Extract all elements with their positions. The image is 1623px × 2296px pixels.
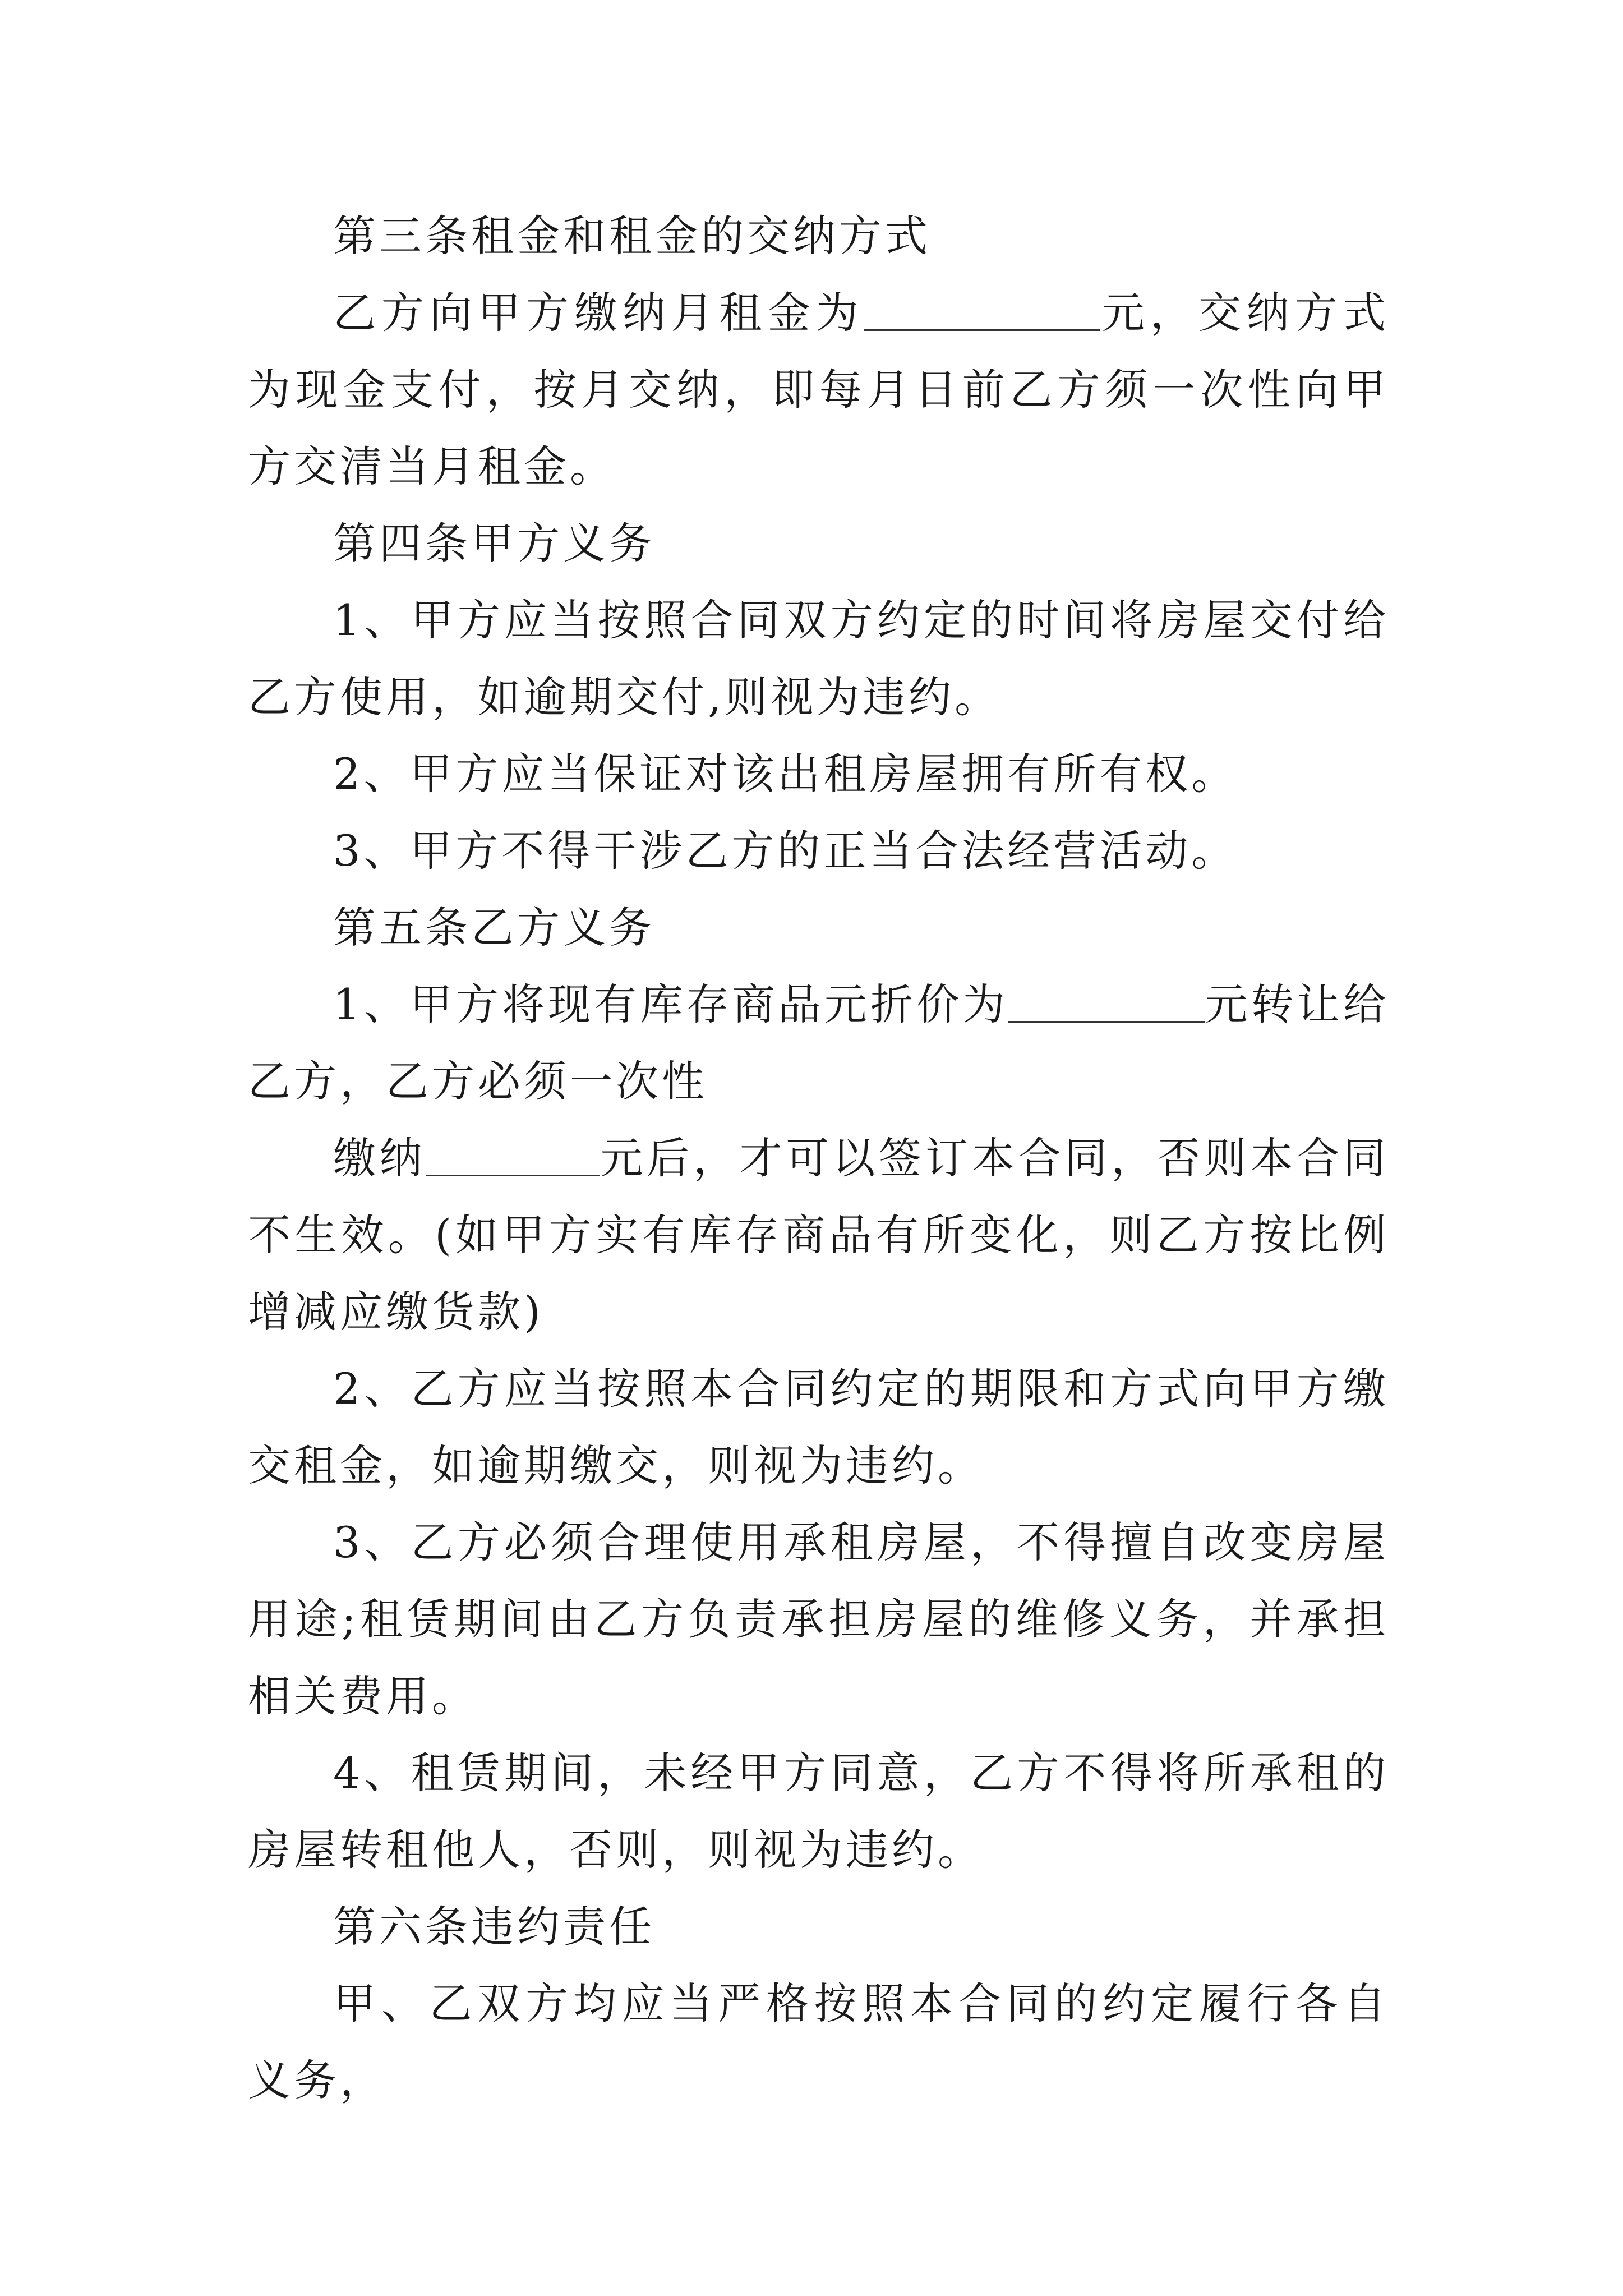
article-3-heading [248, 197, 1389, 274]
article-5-item-2 [248, 1350, 1389, 1504]
article-4-item-2 [248, 735, 1389, 812]
article-3-heading-text: 第三条租金和租金的交纳方式 [333, 211, 931, 261]
article-4-heading-text: 第四条甲方义务 [333, 518, 655, 568]
article-4-item-1-text: 1、甲方应当按照合同双方约定的时间将房屋交付给乙方使用，如逾期交付,则视为违约。 [248, 595, 1389, 722]
article-4-item-3 [248, 812, 1389, 889]
article-4-item-2-text: 2、甲方应当保证对该出租房屋拥有所有权。 [333, 749, 1238, 799]
article-6-heading [248, 1888, 1389, 1965]
payment-amount-blank [426, 1135, 600, 1176]
article-5-item-3-text: 3、乙方必须合理使用承租房屋，不得擅自改变房屋用途;租赁期间由乙方负责承担房屋的维修义务，并承担相关费用。 [248, 1517, 1389, 1721]
article-5-item-1-start: 1、甲方将现有库存商品元折价为 [333, 979, 1009, 1029]
article-4-item-3-text: 3、甲方不得干涉乙方的正当合法经营活动。 [333, 826, 1238, 876]
article-6-paragraph-1-text: 甲、乙双方均应当严格按照本合同的约定履行各自义务， [248, 1978, 1389, 2105]
article-3-paragraph-1 [248, 274, 1389, 505]
article-5-item-1-continued-start: 缴纳 [333, 1133, 426, 1183]
article-6-paragraph-1 [248, 1965, 1389, 2119]
document-body [248, 197, 1389, 2119]
article-3-paragraph-1-start: 乙方向甲方缴纳月租金为 [333, 288, 864, 338]
article-5-item-3 [248, 1504, 1389, 1734]
discount-price-blank [1008, 982, 1205, 1023]
article-5-item-1 [248, 966, 1389, 1120]
article-5-heading [248, 889, 1389, 966]
article-5-item-2-text: 2、乙方应当按照本合同约定的期限和方式向甲方缴交租金，如逾期缴交，则视为违约。 [248, 1364, 1389, 1490]
article-5-item-1-end: 元转让给乙方，乙方必须一次性 [248, 979, 1390, 1106]
article-6-heading-text: 第六条违约责任 [333, 1902, 655, 1952]
article-5-item-4-text: 4、租赁期间，未经甲方同意，乙方不得将所承租的房屋转租他人，否则，则视为违约。 [248, 1748, 1389, 1875]
article-4-item-1 [248, 582, 1389, 735]
article-5-heading-text: 第五条乙方义务 [333, 903, 655, 953]
monthly-rent-blank [864, 290, 1100, 331]
article-5-item-4 [248, 1734, 1389, 1888]
article-5-item-1-continued-end: 元后，才可以签订本合同，否则本合同不生效。(如甲方实有库存商品有所变化，则乙方按比例增减应缴货款) [248, 1133, 1390, 1337]
article-4-heading [248, 505, 1389, 582]
article-5-item-1-continued [248, 1120, 1389, 1350]
article-3-paragraph-1-end: 元，交纳方式为现金支付，按月交纳，即每月日前乙方须一次性向甲方交清当月租金。 [248, 288, 1390, 491]
